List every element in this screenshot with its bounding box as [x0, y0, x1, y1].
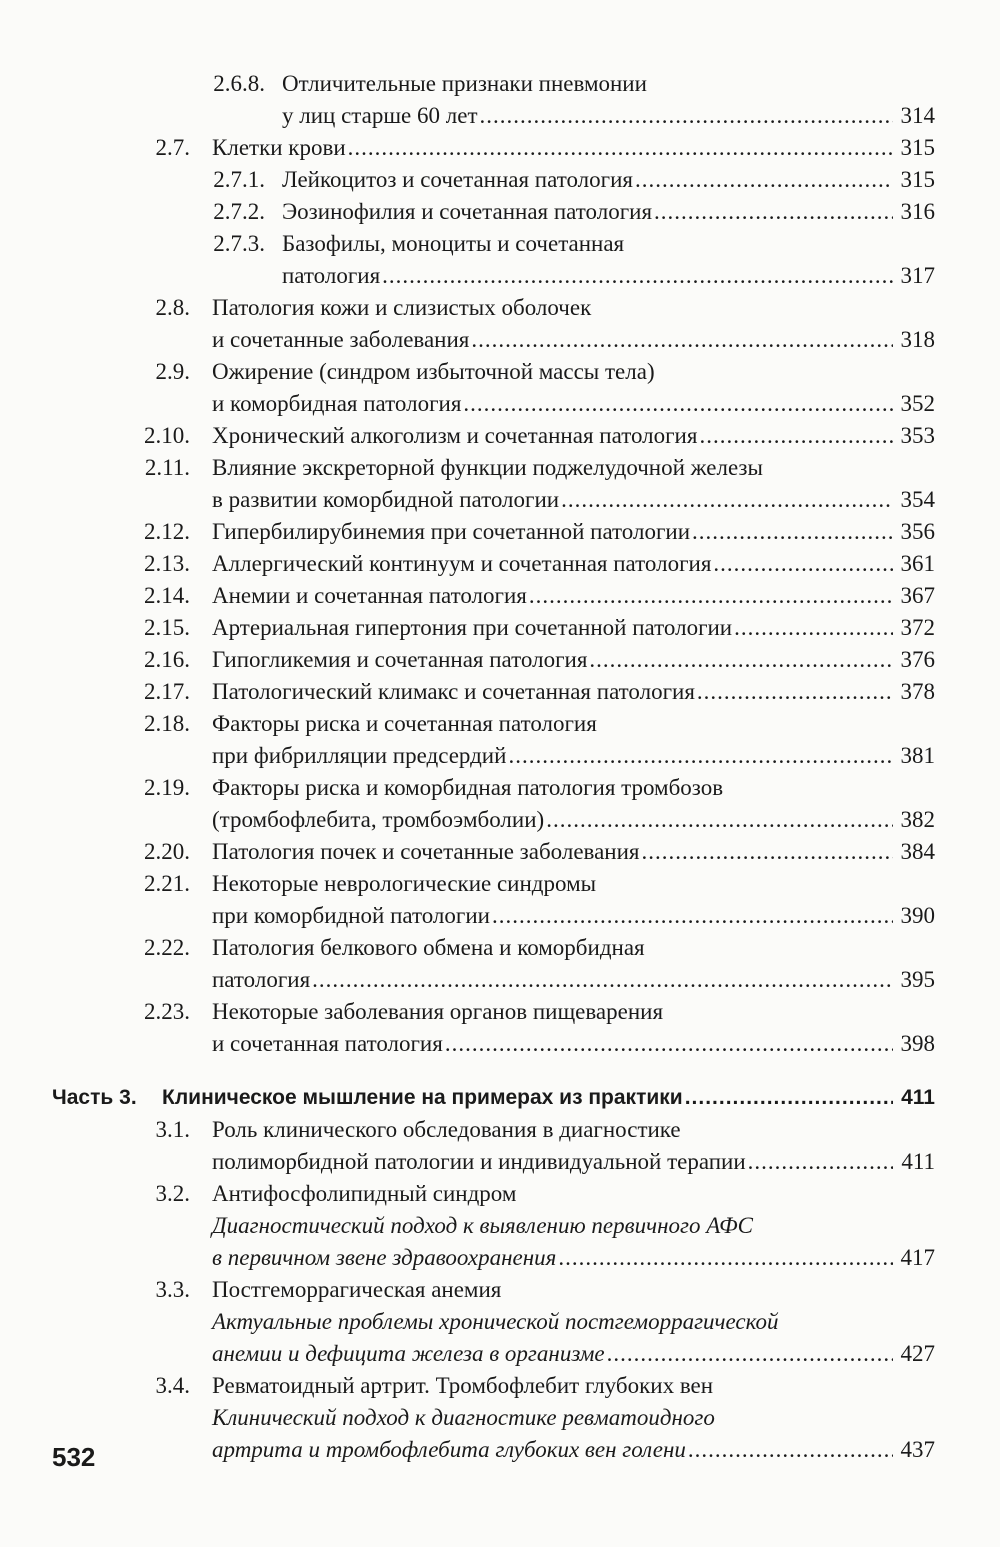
toc-page-number: 318 — [900, 327, 935, 352]
toc-line[interactable] — [0, 1178, 935, 1210]
toc-line[interactable] — [0, 1146, 935, 1178]
toc-page-number: 354 — [900, 487, 935, 512]
toc-entry-title: Аллергический континуум и сочетанная патология — [212, 551, 712, 576]
toc-page-number: 411 — [901, 1086, 935, 1109]
section-gap — [0, 1060, 1000, 1082]
toc-entry-title: Некоторые неврологические синдромы — [212, 871, 597, 896]
dot-leader — [685, 1082, 893, 1114]
toc-entry-title: Ревматоидный артрит. Тромбофлебит глубоких вен — [212, 1373, 714, 1398]
toc-line[interactable] — [0, 132, 935, 164]
toc-entry-title: Гипербилирубинемия при сочетанной патологии — [212, 519, 691, 544]
dot-leader — [480, 100, 894, 132]
toc-line[interactable] — [0, 836, 935, 868]
toc-line[interactable] — [0, 772, 935, 804]
toc-entry-number: Часть 3. — [52, 1086, 137, 1109]
toc-entry-title: Патология почек и сочетанные заболевания — [212, 839, 640, 864]
dot-leader — [463, 388, 893, 420]
toc-line[interactable] — [0, 1028, 935, 1060]
toc-entry-number: 2.11. — [144, 455, 190, 480]
toc-entry-number: 2.6.8. — [213, 71, 265, 96]
dot-leader — [642, 836, 894, 868]
toc-entry-number: 2.17. — [144, 679, 190, 704]
toc-entry-title: Эозинофилия и сочетанная патология — [282, 199, 653, 224]
toc-line[interactable] — [0, 324, 935, 356]
dot-leader — [697, 676, 893, 708]
toc-page-number: 437 — [900, 1437, 935, 1462]
toc-page-number: 427 — [900, 1341, 935, 1366]
toc-line[interactable] — [0, 996, 935, 1028]
toc-page-number: 317 — [900, 263, 935, 288]
dot-leader — [546, 804, 893, 836]
toc-line[interactable] — [0, 932, 935, 964]
toc-line[interactable] — [0, 228, 935, 260]
toc-page-number: 316 — [900, 199, 935, 224]
toc-entry-number: 2.20. — [144, 839, 190, 864]
toc-line[interactable] — [0, 1434, 935, 1466]
dot-leader — [348, 132, 893, 164]
toc-entry-number: 2.7.1. — [213, 167, 265, 192]
toc-line[interactable] — [0, 1114, 935, 1146]
dot-leader — [699, 420, 893, 452]
toc-line[interactable] — [0, 484, 935, 516]
toc-line[interactable] — [0, 100, 935, 132]
toc-entry-title: при коморбидной патологии — [212, 903, 490, 928]
toc-entry-number: 2.18. — [144, 711, 190, 736]
dot-leader — [713, 548, 893, 580]
dot-leader — [607, 1338, 893, 1370]
toc-line[interactable] — [0, 1306, 935, 1338]
toc-entry-title: Роль клинического обследования в диагностике — [212, 1117, 681, 1142]
toc-line[interactable] — [0, 260, 935, 292]
toc-line[interactable] — [0, 420, 935, 452]
toc-page-number: 353 — [900, 423, 935, 448]
dot-leader — [558, 1242, 893, 1274]
dot-leader — [529, 580, 893, 612]
toc-page-number: 361 — [900, 551, 935, 576]
toc-page-number: 395 — [900, 967, 935, 992]
toc-page-number: 411 — [901, 1149, 935, 1174]
toc-entry-title: патология — [282, 263, 381, 288]
toc-entry-number: 2.7. — [155, 135, 190, 160]
toc-entry-number: 2.7.3. — [213, 231, 265, 256]
toc-entry-number: 3.4. — [155, 1373, 190, 1398]
toc-page-number: 381 — [900, 743, 935, 768]
page-number: 532 — [52, 1442, 96, 1472]
toc-entry-title: Гипогликемия и сочетанная патология — [212, 647, 588, 672]
toc-entry-title: Постгеморрагическая анемия — [212, 1277, 502, 1302]
toc-entry-number: 2.22. — [144, 935, 190, 960]
toc-page-number: 390 — [900, 903, 935, 928]
toc-line[interactable] — [0, 1338, 935, 1370]
toc-line[interactable] — [0, 1274, 935, 1306]
toc-entry-number: 3.2. — [155, 1181, 190, 1206]
toc-page-number: 398 — [900, 1031, 935, 1056]
toc-line[interactable] — [0, 68, 935, 100]
dot-leader — [688, 1434, 893, 1466]
toc-entry-title: Клиническое мышление на примерах из практики — [162, 1086, 683, 1109]
toc-entry-title: Факторы риска и коморбидная патология тромбозов — [212, 775, 724, 800]
toc-entry-number: 2.16. — [144, 647, 190, 672]
dot-leader — [589, 644, 893, 676]
toc-line[interactable] — [0, 708, 935, 740]
toc-entry-subtitle: Диагностический подход к выявлению первичного АФС — [212, 1213, 753, 1238]
toc-entry-subtitle: в первичном звене здравоохранения — [212, 1245, 557, 1270]
toc-entry-subtitle: Актуальные проблемы хронической постгеморрагической — [212, 1309, 779, 1334]
toc-entry-title: при фибрилляции предсердий — [212, 743, 507, 768]
toc-entry-subtitle: Клинический подход к диагностике ревматоидного — [212, 1405, 715, 1430]
toc-entry-number: 2.19. — [144, 775, 190, 800]
toc-line[interactable] — [0, 804, 935, 836]
toc-entry-title: и сочетанная патология — [212, 1031, 443, 1056]
toc-entry-number: 2.21. — [144, 871, 190, 896]
toc-line[interactable] — [0, 868, 935, 900]
dot-leader — [445, 1028, 893, 1060]
toc-entry-title: Антифосфолипидный синдром — [212, 1181, 517, 1206]
toc-line[interactable] — [0, 516, 935, 548]
toc-entry-number: 2.7.2. — [213, 199, 265, 224]
toc-entry-title: Артериальная гипертония при сочетанной патологии — [212, 615, 733, 640]
toc-entry-number: 3.3. — [155, 1277, 190, 1302]
toc-page-number: 315 — [900, 167, 935, 192]
toc-entry-title: и сочетанные заболевания — [212, 327, 470, 352]
toc-page-number: 372 — [900, 615, 935, 640]
dot-leader — [471, 324, 893, 356]
toc-entry-title: Ожирение (синдром избыточной массы тела) — [212, 359, 655, 384]
toc-line[interactable] — [0, 388, 935, 420]
dot-leader — [492, 900, 893, 932]
table-of-contents — [0, 68, 1000, 1466]
dot-leader — [692, 516, 893, 548]
toc-entry-title: Влияние экскреторной функции поджелудочной железы — [212, 455, 763, 480]
toc-page-number: 356 — [900, 519, 935, 544]
toc-line[interactable] — [0, 1402, 935, 1434]
toc-page-number: 314 — [900, 103, 935, 128]
toc-line[interactable] — [0, 1210, 935, 1242]
toc-entry-title: Некоторые заболевания органов пищеварения — [212, 999, 664, 1024]
toc-entry-title: Клетки крови — [212, 135, 346, 160]
toc-line[interactable] — [0, 644, 935, 676]
toc-line[interactable] — [0, 740, 935, 772]
toc-page-number: 352 — [900, 391, 935, 416]
toc-line[interactable] — [0, 1082, 935, 1114]
toc-entry-title: (тромбофлебита, тромбоэмболии) — [212, 807, 545, 832]
toc-page-number: 384 — [900, 839, 935, 864]
toc-entry-number: 2.9. — [155, 359, 190, 384]
toc-line[interactable] — [0, 196, 935, 228]
toc-entry-title: патология — [212, 967, 311, 992]
toc-entry-number: 2.10. — [144, 423, 190, 448]
dot-leader — [635, 164, 893, 196]
toc-page-number: 376 — [900, 647, 935, 672]
toc-line[interactable] — [0, 356, 935, 388]
toc-entry-title: и коморбидная патология — [212, 391, 462, 416]
toc-page-number: 417 — [900, 1245, 935, 1270]
toc-entry-title: Патологический климакс и сочетанная патология — [212, 679, 695, 704]
dot-leader — [734, 612, 893, 644]
toc-line[interactable] — [0, 676, 935, 708]
toc-page-number: 382 — [900, 807, 935, 832]
toc-entry-number: 2.12. — [144, 519, 190, 544]
toc-entry-number: 2.14. — [144, 583, 190, 608]
toc-entry-number: 2.23. — [144, 999, 190, 1024]
toc-entry-title: Патология кожи и слизистых оболочек — [212, 295, 592, 320]
toc-line[interactable] — [0, 964, 935, 996]
toc-line[interactable] — [0, 1370, 935, 1402]
toc-line[interactable] — [0, 1242, 935, 1274]
toc-entry-title: Анемии и сочетанная патология — [212, 583, 527, 608]
toc-entry-number: 2.13. — [144, 551, 190, 576]
dot-leader — [654, 196, 893, 228]
toc-entry-number: 3.1. — [155, 1117, 190, 1142]
toc-line[interactable] — [0, 612, 935, 644]
toc-line[interactable] — [0, 580, 935, 612]
dot-leader — [312, 964, 893, 996]
toc-entry-title: Отличительные признаки пневмонии — [282, 71, 647, 96]
toc-entry-title: Лейкоцитоз и сочетанная патология — [282, 167, 633, 192]
toc-line[interactable] — [0, 548, 935, 580]
toc-line[interactable] — [0, 164, 935, 196]
toc-entry-title: Базофилы, моноциты и сочетанная — [282, 231, 625, 256]
toc-entry-title: Патология белкового обмена и коморбидная — [212, 935, 645, 960]
toc-entry-title: в развитии коморбидной патологии — [212, 487, 560, 512]
toc-entry-number: 2.8. — [155, 295, 190, 320]
toc-entry-number: 2.15. — [144, 615, 190, 640]
toc-page-number: 378 — [900, 679, 935, 704]
toc-entry-subtitle: артрита и тромбофлебита глубоких вен голени — [212, 1437, 686, 1462]
toc-page-number: 367 — [900, 583, 935, 608]
toc-line[interactable] — [0, 452, 935, 484]
toc-entry-subtitle: анемии и дефицита железа в организме — [212, 1341, 605, 1366]
toc-line[interactable] — [0, 292, 935, 324]
dot-leader — [508, 740, 893, 772]
toc-entry-title: Хронический алкоголизм и сочетанная патология — [212, 423, 698, 448]
toc-entry-title: у лиц старше 60 лет — [282, 103, 478, 128]
toc-entry-title: Факторы риска и сочетанная патология — [212, 711, 597, 736]
toc-line[interactable] — [0, 900, 935, 932]
toc-entry-title: полиморбидной патологии и индивидуальной терапии — [212, 1149, 746, 1174]
dot-leader — [382, 260, 893, 292]
dot-leader — [748, 1146, 893, 1178]
toc-page-number: 315 — [900, 135, 935, 160]
dot-leader — [561, 484, 893, 516]
